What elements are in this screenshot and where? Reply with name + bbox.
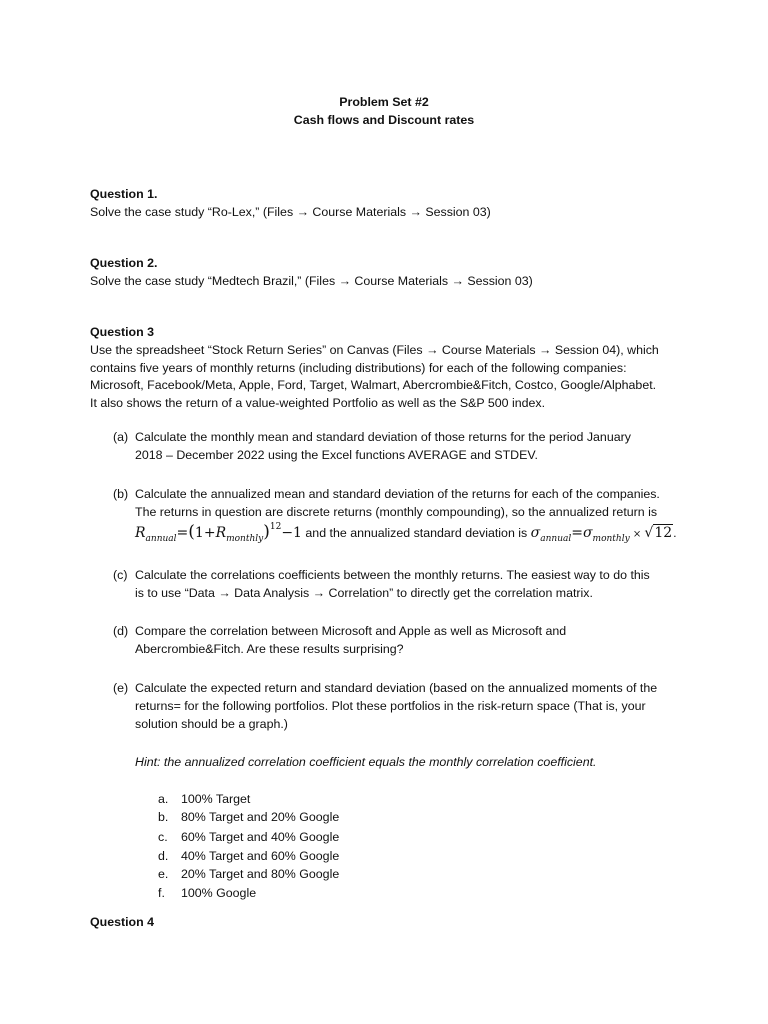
part-b-label: (b) (113, 487, 129, 501)
part-a-label: (a) (113, 430, 129, 444)
portfolio-item: 100% Target (181, 792, 251, 806)
portfolio-item-label: d. (158, 849, 169, 863)
portfolio-item-label: c. (158, 830, 168, 844)
part-e-hint: Hint: the annualized correlation coefficient equals the monthly correlation coefficient. (135, 755, 597, 769)
annualized-return-formula: $R_{annual}=(1+R_{monthly})^{12}-1$ (135, 522, 302, 544)
part-c-line: Calculate the correlations coefficients between the monthly returns. The easiest way to do this (135, 568, 650, 582)
part-b-formula-line (135, 522, 677, 544)
question-1-text: Solve the case study “Ro-Lex,” (Files → Course Materials → Session 03) (90, 205, 491, 219)
part-a-line: Calculate the monthly mean and standard deviation of those returns for the period January (135, 430, 631, 444)
annualized-std-formula: $\sigma_{annual}=\sigma_{monthly} \times √12$ (530, 525, 673, 544)
part-d-line: Abercrombie&Fitch. Are these results surprising? (135, 642, 404, 656)
portfolio-item: 80% Target and 20% Google (181, 810, 340, 824)
question-2-heading: Question 2. (90, 256, 158, 270)
part-e-label: (e) (113, 681, 129, 695)
part-d-label: (d) (113, 624, 129, 638)
question-3-intro-line: contains five years of monthly returns (including distributions) for each of the following companies: (90, 361, 627, 375)
part-e-line: Calculate the expected return and standard deviation (based on the annualized moments of the (135, 681, 658, 695)
part-c-line: is to use “Data → Data Analysis → Correlation” to directly get the correlation matrix. (135, 586, 593, 600)
part-e-line: returns= for the following portfolios. Plot these portfolios in the risk-return space (That is, your (135, 699, 646, 713)
question-2-text: Solve the case study “Medtech Brazil,” (Files → Course Materials → Session 03) (90, 274, 533, 288)
part-a-line: 2018 – December 2022 using the Excel functions AVERAGE and STDEV. (135, 448, 538, 462)
portfolio-item: 100% Google (181, 886, 257, 900)
portfolio-item-label: f. (158, 886, 165, 900)
question-4-heading: Question 4 (90, 915, 155, 929)
question-1-heading: Question 1. (90, 187, 158, 201)
document-subtitle: Cash flows and Discount rates (293, 113, 475, 127)
part-c-label: (c) (113, 568, 128, 582)
portfolio-item-label: e. (158, 867, 169, 881)
document-title: Problem Set #2 (339, 95, 429, 109)
part-b-line: Calculate the annualized mean and standard deviation of the returns for each of the companies. (135, 487, 660, 501)
part-b-line: The returns in question are discrete returns (monthly compounding), so the annualized return is (135, 505, 658, 519)
portfolio-item: 40% Target and 60% Google (181, 849, 340, 863)
portfolio-item: 20% Target and 80% Google (181, 867, 340, 881)
question-3-intro-line: Microsoft, Facebook/Meta, Apple, Ford, Target, Walmart, Abercrombie&Fitch, Costco, Google/Alphabet. (90, 378, 657, 392)
question-3-heading: Question 3 (90, 325, 155, 339)
part-d-line: Compare the correlation between Microsoft and Apple as well as Microsoft and (135, 624, 567, 638)
part-b-formula-text: and the annualized standard deviation is (301, 526, 531, 540)
portfolio-item-label: b. (158, 810, 169, 824)
portfolio-item: 60% Target and 40% Google (181, 830, 340, 844)
portfolio-item-label: a. (158, 792, 169, 806)
question-3-intro-line: Use the spreadsheet “Stock Return Series” on Canvas (Files → Course Materials → Session 04), which (90, 343, 659, 357)
part-b-formula-end: . (673, 526, 677, 540)
part-e-line: solution should be a graph.) (135, 717, 288, 731)
question-3-intro-line: It also shows the return of a value-weighted Portfolio as well as the S&P 500 index. (90, 396, 546, 410)
